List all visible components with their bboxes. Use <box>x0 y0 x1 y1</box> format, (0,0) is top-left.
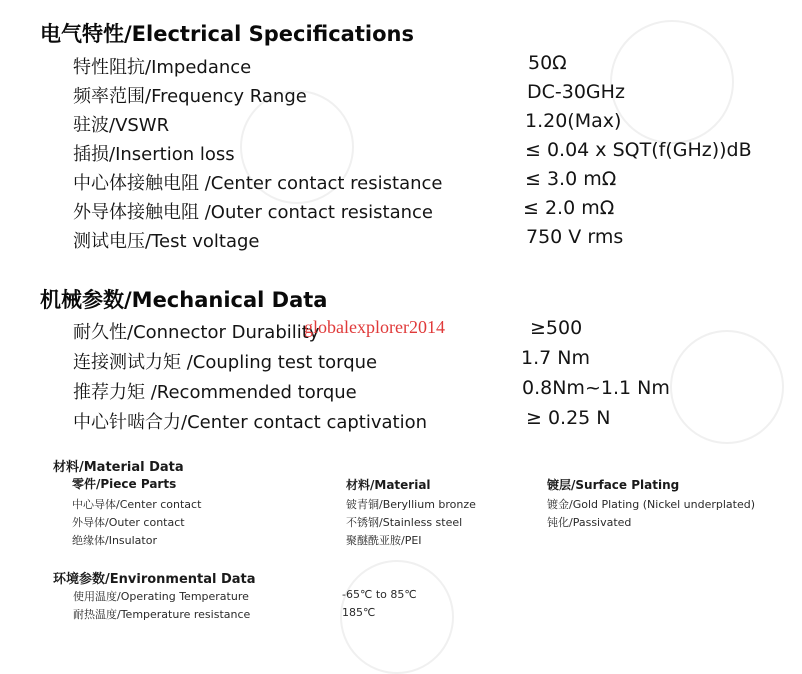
spec-value-outer-resistance: ≤ 2.0 mΩ <box>523 197 615 219</box>
mech-value-durability: ≥500 <box>530 317 583 339</box>
env-value-operating-temp: -65℃ to 85℃ <box>342 588 417 601</box>
mechanical-section-title: 机械参数/Mechanical Data <box>40 288 328 312</box>
watermark-text: globalexplorer2014 <box>304 317 445 337</box>
spec-label-frequency: 频率范围/Frequency Range <box>73 86 307 107</box>
mech-value-recommended-torque: 0.8Nm~1.1 Nm <box>522 377 670 399</box>
material-part-outer: 外导体/Outer contact <box>72 516 185 529</box>
mech-label-durability: 耐久性/Connector Durability <box>73 322 320 343</box>
material-part-center: 中心导体/Center contact <box>72 498 202 511</box>
spec-value-center-resistance: ≤ 3.0 mΩ <box>525 168 617 190</box>
material-material-center: 铍青铜/Beryllium bronze <box>346 498 476 511</box>
spec-value-insertion-loss: ≤ 0.04 x SQT(f(GHz))dB <box>525 139 752 161</box>
mech-label-coupling-torque: 连接测试力矩 /Coupling test torque <box>73 352 378 373</box>
electrical-section-title: 电气特性/Electrical Specifications <box>40 22 414 46</box>
mech-label-recommended-torque: 推荐力矩 /Recommended torque <box>73 382 357 403</box>
spec-label-test-voltage: 测试电压/Test voltage <box>73 231 260 252</box>
mech-label-captivation: 中心针啮合力/Center contact captivation <box>73 412 428 433</box>
spec-label-outer-resistance: 外导体接触电阻 /Outer contact resistance <box>73 202 433 223</box>
spec-label-center-resistance: 中心体接触电阻 /Center contact resistance <box>73 173 443 194</box>
watermark-logo <box>670 330 784 444</box>
spec-label-vswr: 驻波/VSWR <box>73 115 170 136</box>
material-section-title: 材料/Material Data <box>53 460 184 475</box>
material-header-plating: 镀层/Surface Plating <box>547 478 680 492</box>
material-material-outer: 不锈钢/Stainless steel <box>346 516 463 529</box>
material-plating-outer: 钝化/Passivated <box>547 516 632 529</box>
env-label-operating-temp: 使用温度/Operating Temperature <box>73 590 249 603</box>
spec-value-test-voltage: 750 V rms <box>526 226 624 248</box>
mech-value-coupling-torque: 1.7 Nm <box>521 347 590 369</box>
env-label-temp-resistance: 耐热温度/Temperature resistance <box>73 608 251 621</box>
spec-value-impedance: 50Ω <box>528 52 567 74</box>
mech-value-captivation: ≥ 0.25 N <box>526 407 611 429</box>
spec-label-impedance: 特性阻抗/Impedance <box>73 57 252 78</box>
spec-value-frequency: DC-30GHz <box>527 81 625 103</box>
material-header-parts: 零件/Piece Parts <box>72 477 177 491</box>
spec-label-insertion-loss: 插损/Insertion loss <box>73 144 235 165</box>
spec-value-vswr: 1.20(Max) <box>525 110 622 132</box>
material-plating-center: 镀金/Gold Plating (Nickel underplated) <box>547 498 756 511</box>
watermark-logo <box>610 20 734 144</box>
environmental-section-title: 环境参数/Environmental Data <box>53 572 256 587</box>
material-part-insulator: 绝缘体/Insulator <box>72 534 157 547</box>
material-material-insulator: 聚醚酰亚胺/PEI <box>346 534 422 547</box>
material-header-material: 材料/Material <box>346 478 431 492</box>
env-value-temp-resistance: 185℃ <box>342 606 376 619</box>
